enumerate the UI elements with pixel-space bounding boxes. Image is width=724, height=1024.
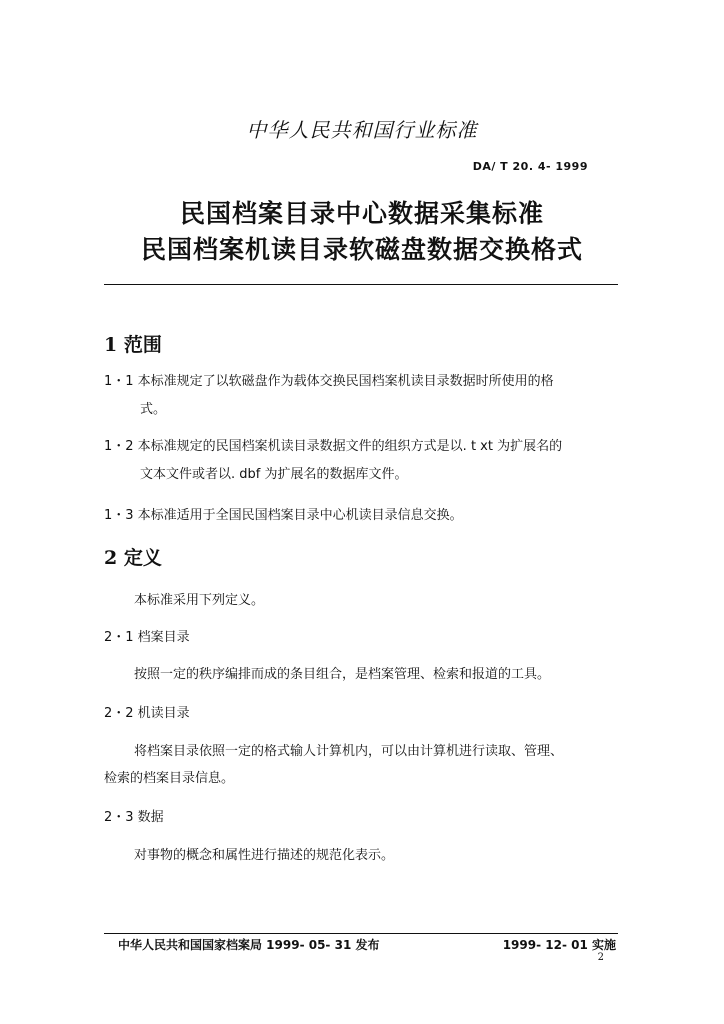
footer-issuer: 中华人民共和国国家档案局 1999- 05- 31 发布 bbox=[118, 938, 380, 952]
clause-1-1-line-1: 1・1 本标准规定了以软磁盘作为载体交换民国档案机读目录数据时所使用的格 bbox=[104, 374, 554, 389]
definition-2-3: 对事物的概念和属性进行描述的规范化表示。 bbox=[134, 848, 395, 863]
section-heading-definitions: 2 定义 bbox=[104, 547, 162, 569]
term-2-1: 2・1 档案目录 bbox=[104, 630, 190, 645]
footer-divider bbox=[104, 933, 618, 934]
section-heading-scope: 1 范围 bbox=[104, 334, 162, 356]
clause-1-1-line-2: 式。 bbox=[140, 402, 167, 417]
definition-2-1: 按照一定的秩序编排而成的条目组合，是档案管理、检索和报道的工具。 bbox=[134, 667, 551, 682]
footer-effective-date: 1999- 12- 01 实施 bbox=[502, 938, 616, 952]
standard-number: DA/ T 20. 4- 1999 bbox=[472, 160, 588, 173]
clause-1-2-line-2: 文本文件或者以. dbf 为扩展名的数据库文件。 bbox=[140, 467, 408, 482]
term-2-2: 2・2 机读目录 bbox=[104, 706, 190, 721]
clause-1-3: 1・3 本标准适用于全国民国档案目录中心机读目录信息交换。 bbox=[104, 508, 463, 523]
main-title-line-2: 民国档案机读目录软磁盘数据交换格式 bbox=[140, 235, 583, 264]
clause-1-2-line-1: 1・2 本标准规定的民国档案机读目录数据文件的组织方式是以. t xt 为扩展名的 bbox=[104, 439, 563, 454]
page-number: 2 bbox=[597, 952, 604, 963]
header-title: 中华人民共和国行业标准 bbox=[246, 118, 478, 142]
title-divider bbox=[104, 284, 618, 285]
definitions-intro: 本标准采用下列定义。 bbox=[134, 593, 265, 608]
main-title-line-1: 民国档案目录中心数据采集标准 bbox=[179, 199, 544, 228]
term-2-3: 2・3 数据 bbox=[104, 810, 164, 825]
definition-2-2-line-1: 将档案目录依照一定的格式输人计算机内，可以由计算机进行读取、管理、 bbox=[134, 744, 564, 759]
definition-2-2-line-2: 检索的档案目录信息。 bbox=[104, 771, 235, 786]
